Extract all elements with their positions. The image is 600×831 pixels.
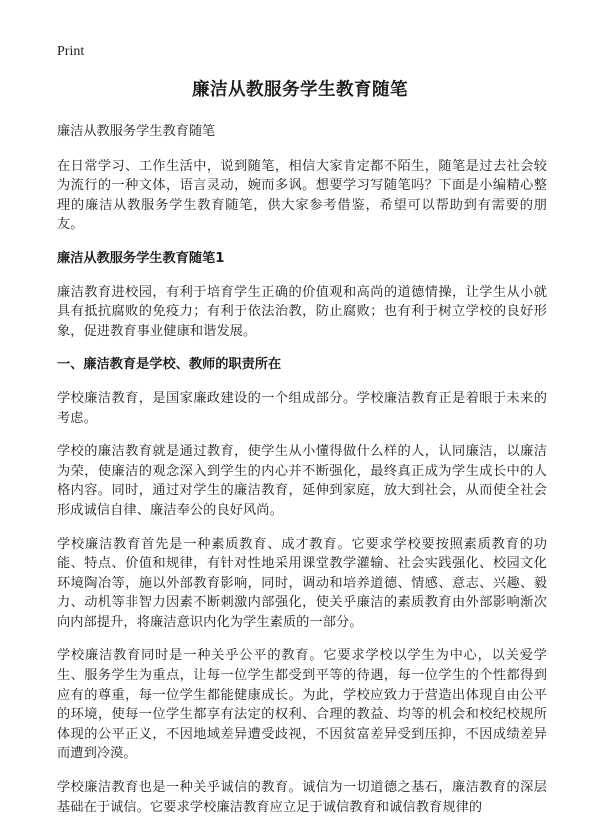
- section-heading: 廉洁从教服务学生教育随笔1: [57, 250, 225, 266]
- print-label[interactable]: Print: [57, 44, 85, 59]
- paragraph: 学校的廉洁教育就是通过教育，使学生从小懂得做什么样的人，认同廉洁，以廉洁为荣，使廉洁的观念深入到学生的内心并不断强化，最终真正成为学生成长中的人格内容。同时，通过对学生的廉洁教育，延伸到家庭，放大到社会，从而使全社会形成诚信自律、廉洁奉公的良好风尚。: [57, 444, 547, 518]
- paragraph: 学校廉洁教育同时是一种关乎公平的教育。它要求学校以学生为中心，以关爱学生、服务学生为重点，让每一位学生都受到平等的待遇，每一位学生的个性都得到应有的尊重，每一位学生都能健康成长。为此，学校应致力于营造出体现自由公平的环境，使每一位学生都享有法定的权利、合理的教益、均等的机会和校纪校规所体现的公平正义，不因地域差异遭受歧视，不因贫富差异受到压抑，不因成绩差异而遭到冷漠。: [57, 648, 547, 762]
- paragraph: 学校廉洁教育也是一种关乎诚信的教育。诚信为一切道德之基石，廉洁教育的深层基础在于诚信。它要求学校廉洁教育应立足于诚信教育和诚信教育规律的: [57, 780, 547, 815]
- document-body: [57, 122, 547, 831]
- subheading: 一、廉洁教育是学校、教师的职责所在: [57, 357, 282, 373]
- intro-paragraph: 在日常学习、工作生活中，说到随笔，相信大家肯定都不陌生，随笔是过去社会较为流行的一种文体，语言灵动，婉而多讽。想要学习写随笔吗？下面是小编精心整理的廉洁从教服务学生教育随笔，供大家参考借鉴，希望可以帮助到有需要的朋友。: [57, 158, 547, 233]
- paragraph: 学校廉洁教育首先是一种素质教育、成才教育。它要求学校要按照素质教育的功能、特点、价值和规律，有针对性地采用课堂教学灌输、社会实践强化、校园文化环境陶冶等，施以外部教育影响，同时，调动和培养道德、情感、意志、兴趣、毅力、动机等非智力因素不断刺激内部强化，使关乎廉洁的素质教育由外部影响渐次向内部提升，将廉洁意识内化为学生素质的一部分。: [57, 536, 547, 630]
- paragraph: 廉洁教育进校园，有利于培育学生正确的价值观和高尚的道德情操，让学生从小就具有抵抗腐败的免疫力；有利于依法治教，防止腐败；也有利于树立学校的良好形象，促进教育事业健康和谐发展。: [57, 284, 547, 339]
- paragraph: 学校廉洁教育，是国家廉政建设的一个组成部分。学校廉洁教育正是着眼于未来的考虑。: [57, 390, 547, 426]
- page-title: 廉洁从教服务学生教育随笔: [192, 80, 408, 100]
- document-subtitle: 廉洁从教服务学生教育随笔: [57, 124, 216, 139]
